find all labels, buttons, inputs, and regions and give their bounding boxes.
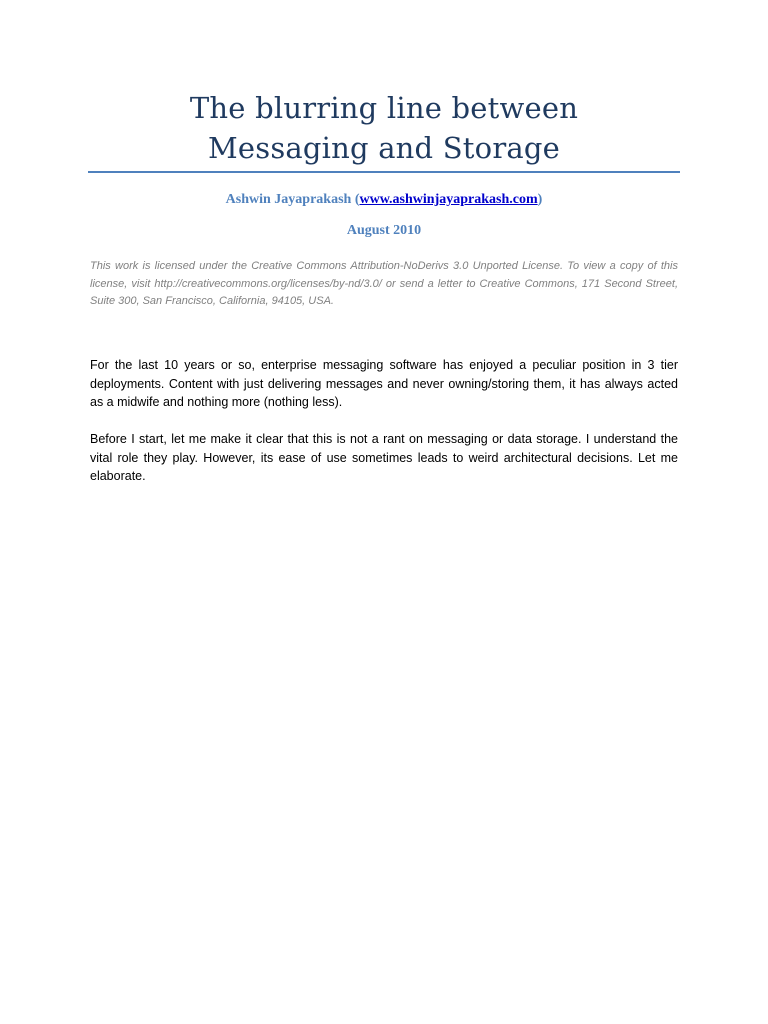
title-line-2: Messaging and Storage (207, 131, 561, 165)
author-open-paren: ( (351, 192, 360, 207)
body-paragraph: Before I start, let me make it clear that this is not a rant on messaging or data storage. I understand the vital role they play. However, its ease of use sometimes leads to weird architectural decisions. Let me elaborate. (90, 432, 678, 483)
title-line-1: The blurring line between (189, 91, 579, 125)
author-website-link[interactable]: www.ashwinjayaprakash.com (359, 192, 538, 207)
author-close-paren: ) (537, 192, 543, 207)
author-name: Ashwin Jayaprakash (225, 192, 352, 207)
author-byline (88, 191, 680, 209)
publication-date: August 2010 (346, 223, 422, 238)
title-divider (88, 171, 680, 173)
document-title (88, 88, 680, 168)
body-paragraph: For the last 10 years or so, enterprise messaging software has enjoyed a peculiar position in 3 tier deployments. Content with just delivering messages and never owning/storing them, it has always acted as a midwife and nothing more (nothing less). (90, 358, 678, 409)
license-notice: This work is licensed under the Creative Commons Attribution-NoDerivs 3.0 Unported License. To view a copy of this license, visit http://creativecommons.org/licenses/by-nd/3.0/ or send a letter to Creative Commons, 171 Second Street, Suite 300, San Francisco, California, 94105, USA. (90, 260, 678, 307)
